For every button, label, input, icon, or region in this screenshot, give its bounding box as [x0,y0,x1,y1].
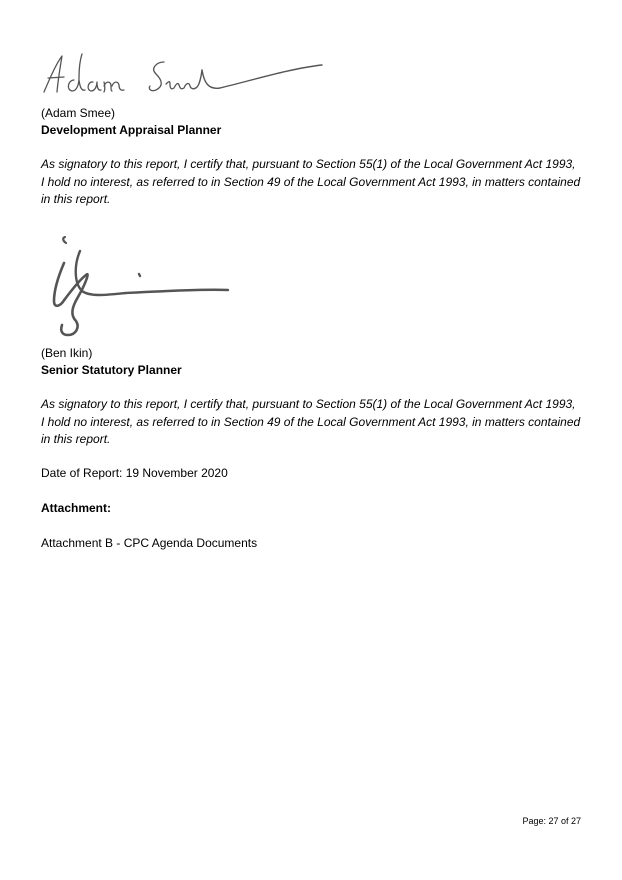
signatory-2-statement: As signatory to this report, I certify that, pursuant to Section 55(1) of the Local Government Act 1993, I hold no interest, as referred to in Section 49 of the Local Government Act 1993, in matters contained in this report. [41,397,581,446]
signatory-1-name: (Adam Smee) [41,106,116,120]
signatory-1-title: Development Appraisal Planner [41,123,222,137]
page-number: Page: 27 of 27 [522,816,581,826]
signatory-2-name: (Ben Ikin) [41,346,93,360]
attachment-heading: Attachment: [41,501,112,515]
report-date: Date of Report: 19 November 2020 [41,466,228,480]
signature-adam-smee [38,50,328,98]
signatory-1-statement: As signatory to this report, I certify that, pursuant to Section 55(1) of the Local Government Act 1993, I hold no interest, as referred to in Section 49 of the Local Government Act 1993, in matters contained in this report. [41,157,581,206]
attachment-item: Attachment B - CPC Agenda Documents [41,536,258,550]
signatory-2-title: Senior Statutory Planner [41,363,182,377]
signature-ben-ikin [46,235,236,340]
